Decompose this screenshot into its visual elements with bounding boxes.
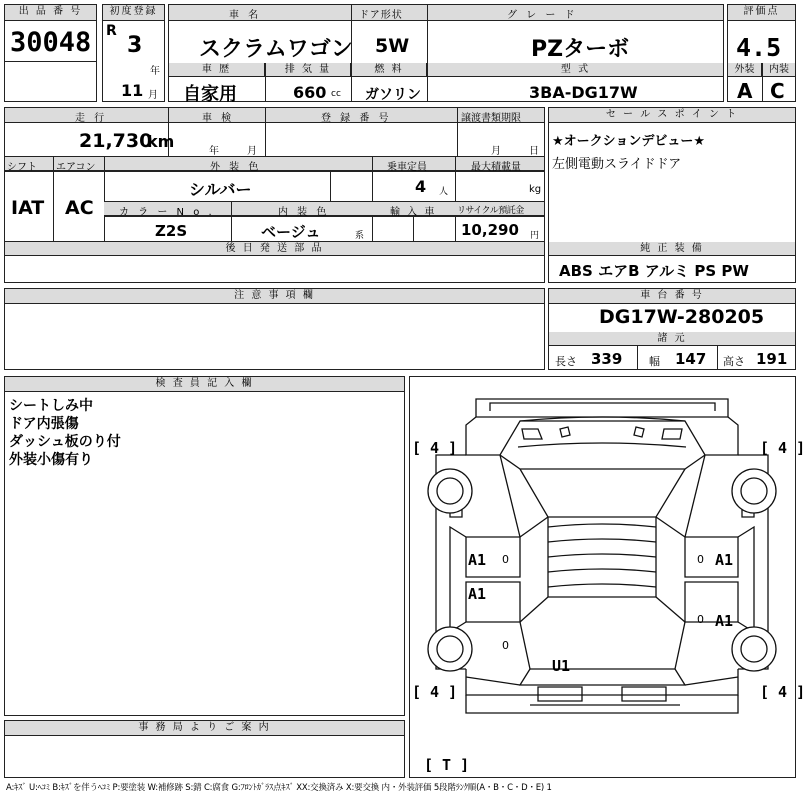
damage-right-front-door: A1 <box>715 551 734 569</box>
car-name: スクラムワゴン <box>199 37 353 62</box>
zero-mark-right-rear: 0 <box>697 613 704 626</box>
specs-label: 諸 元 <box>549 332 795 346</box>
zero-mark-right: 0 <box>697 553 704 566</box>
fuel-label: 燃 料 <box>351 63 427 77</box>
inspection-month-unit: 月 <box>247 146 257 157</box>
interior-label: 内装 <box>762 63 795 77</box>
sales-point-box <box>548 107 796 283</box>
aircon-label: エアコン <box>56 162 96 173</box>
score-label: 評価点 <box>728 5 795 21</box>
chassis-label: 車 台 番 号 <box>549 289 795 304</box>
lot-number-label: 出 品 番 号 <box>5 5 96 21</box>
shift-label: シフト <box>7 162 37 173</box>
displacement: 660 <box>293 83 327 102</box>
inspector-box <box>4 376 405 716</box>
vehicle-top-box <box>168 4 724 105</box>
inspection-label: 車 検 <box>202 113 235 124</box>
model-label: 型 式 <box>427 63 723 77</box>
transfer-month-unit: 月 <box>491 146 501 157</box>
interior-color-unit: 系 <box>355 231 365 241</box>
zero-mark-left-rear: 0 <box>502 639 509 652</box>
transfer-day-unit: 日 <box>529 146 539 157</box>
interior-color: ベージュ <box>261 223 321 241</box>
recycle-unit: 円 <box>530 231 540 241</box>
transfer-deadline-label: 譲渡書類期限 <box>461 113 521 124</box>
sales-point-2: 左側電動スライドドア <box>552 157 682 172</box>
month-unit: 月 <box>148 90 158 101</box>
damage-left-front-door: A1 <box>468 551 487 569</box>
max-load-label: 最大積載量 <box>471 162 521 173</box>
tire-rear-left: [ 4 ] <box>412 683 458 701</box>
fuel-type: ガソリン <box>365 87 421 103</box>
mileage: 21,730 <box>79 130 153 152</box>
length-value: 339 <box>591 350 623 368</box>
caution-box <box>4 288 545 370</box>
car-name-label: 車 名 <box>229 10 262 21</box>
width-label: 幅 <box>649 355 660 368</box>
evaluation-score: 4.5 <box>736 33 782 62</box>
recycle-fee-label: リサイクル預託金 <box>457 206 524 216</box>
inspection-year-unit: 年 <box>209 146 219 157</box>
first-registration-box <box>102 4 165 102</box>
height-value: 191 <box>756 350 788 368</box>
load-unit: kg <box>529 184 542 195</box>
inspector-label: 検 査 員 記 入 欄 <box>5 377 404 392</box>
mileage-label: 走 行 <box>75 113 108 124</box>
detail-box <box>4 107 545 283</box>
office-notice-label: 事 務 局 よ り ご 案 内 <box>5 721 404 736</box>
first-registration-month: 11 <box>121 81 144 100</box>
lot-number: 30048 <box>10 27 92 58</box>
color-number: Z2S <box>155 222 188 240</box>
width-value: 147 <box>675 350 707 368</box>
sales-point-label: セ ー ル ス ポ イ ン ト <box>549 108 795 123</box>
capacity-label: 乗車定員 <box>387 162 427 173</box>
length-label: 長さ <box>555 355 577 368</box>
registration-no-label: 登 録 番 号 <box>321 113 392 124</box>
chassis-number: DG17W-280205 <box>599 306 765 328</box>
inspector-note-2: ドア内張傷 <box>9 416 79 432</box>
year-unit: 年 <box>150 66 160 77</box>
displacement-unit: cc <box>331 89 341 99</box>
caution-label: 注 意 事 項 欄 <box>5 289 544 304</box>
interior-color-label: 内 装 色 <box>278 207 330 218</box>
recycle-fee: 10,290 <box>461 221 519 239</box>
exterior-label: 外装 <box>728 63 762 77</box>
damage-left-rear-door: A1 <box>468 585 487 603</box>
inspector-note-4: 外装小傷有り <box>9 452 93 468</box>
history-label: 車 歴 <box>169 63 265 77</box>
tire-front-left: [ 4 ] <box>412 439 458 457</box>
shift-type: IAT <box>11 197 45 219</box>
zero-mark-left: 0 <box>502 553 509 566</box>
car-outline-diagram <box>410 377 795 777</box>
damage-legend: A:ｷｽﾞ U:ﾍｺﾐ B:ｷｽﾞを伴うﾍｺﾐ P:要塗装 W:補修跡 S:錆 C:腐食 G:ﾌﾛﾝﾄｶﾞﾗｽ点ｷｽﾞ XX:交換済み X:要交換 内・外装評価 5段階ﾗﾝｸ順(A・B・C・D・E) 1 <box>6 783 552 793</box>
later-parts-label: 後 日 発 送 部 品 <box>5 242 544 256</box>
inspector-note-3: ダッシュ板のり付 <box>9 434 121 450</box>
mileage-unit: km <box>147 132 175 151</box>
grade: PZターボ <box>531 37 630 62</box>
chassis-box <box>548 288 796 370</box>
office-box <box>4 720 405 778</box>
score-box <box>727 4 796 102</box>
model-code: 3BA-DG17W <box>529 83 638 102</box>
grade-label: グ レ ー ド <box>507 10 578 21</box>
import-label: 輸 入 車 <box>390 207 437 218</box>
capacity: 4 <box>415 177 427 196</box>
tire-front-right: [ 4 ] <box>760 439 805 457</box>
exterior-color-label: 外 装 色 <box>210 162 262 173</box>
aircon-type: AC <box>65 197 94 219</box>
color-no-label: カ ラ ー N o . <box>119 207 215 218</box>
era: R <box>106 23 117 39</box>
capacity-unit: 人 <box>439 187 449 197</box>
inspector-note-1: シートしみ中 <box>9 398 93 414</box>
equipment-label: 純 正 装 備 <box>549 242 795 256</box>
tire-rear-right: [ 4 ] <box>760 683 805 701</box>
first-registration-label: 初度登録 <box>103 5 164 21</box>
door-type: 5W <box>375 35 410 57</box>
height-label: 高さ <box>723 355 745 368</box>
exterior-grade: A <box>737 79 753 103</box>
door-label: ドア形状 <box>359 10 403 21</box>
damage-diagram <box>409 376 805 778</box>
equipment-list: ABS エアB アルミ PS PW <box>559 262 749 280</box>
exterior-color: シルバー <box>189 180 252 199</box>
spare-tire: [ T ] <box>424 756 470 774</box>
sales-point-1: ★オークションデビュー★ <box>552 134 706 149</box>
damage-right-rear-door: A1 <box>715 612 734 630</box>
vehicle-history: 自家用 <box>183 84 237 105</box>
displacement-label: 排 気 量 <box>265 63 351 77</box>
first-registration-year: 3 <box>127 33 143 58</box>
lot-number-box <box>4 4 97 102</box>
damage-rear-bumper: U1 <box>552 657 571 675</box>
interior-grade: C <box>770 79 785 103</box>
